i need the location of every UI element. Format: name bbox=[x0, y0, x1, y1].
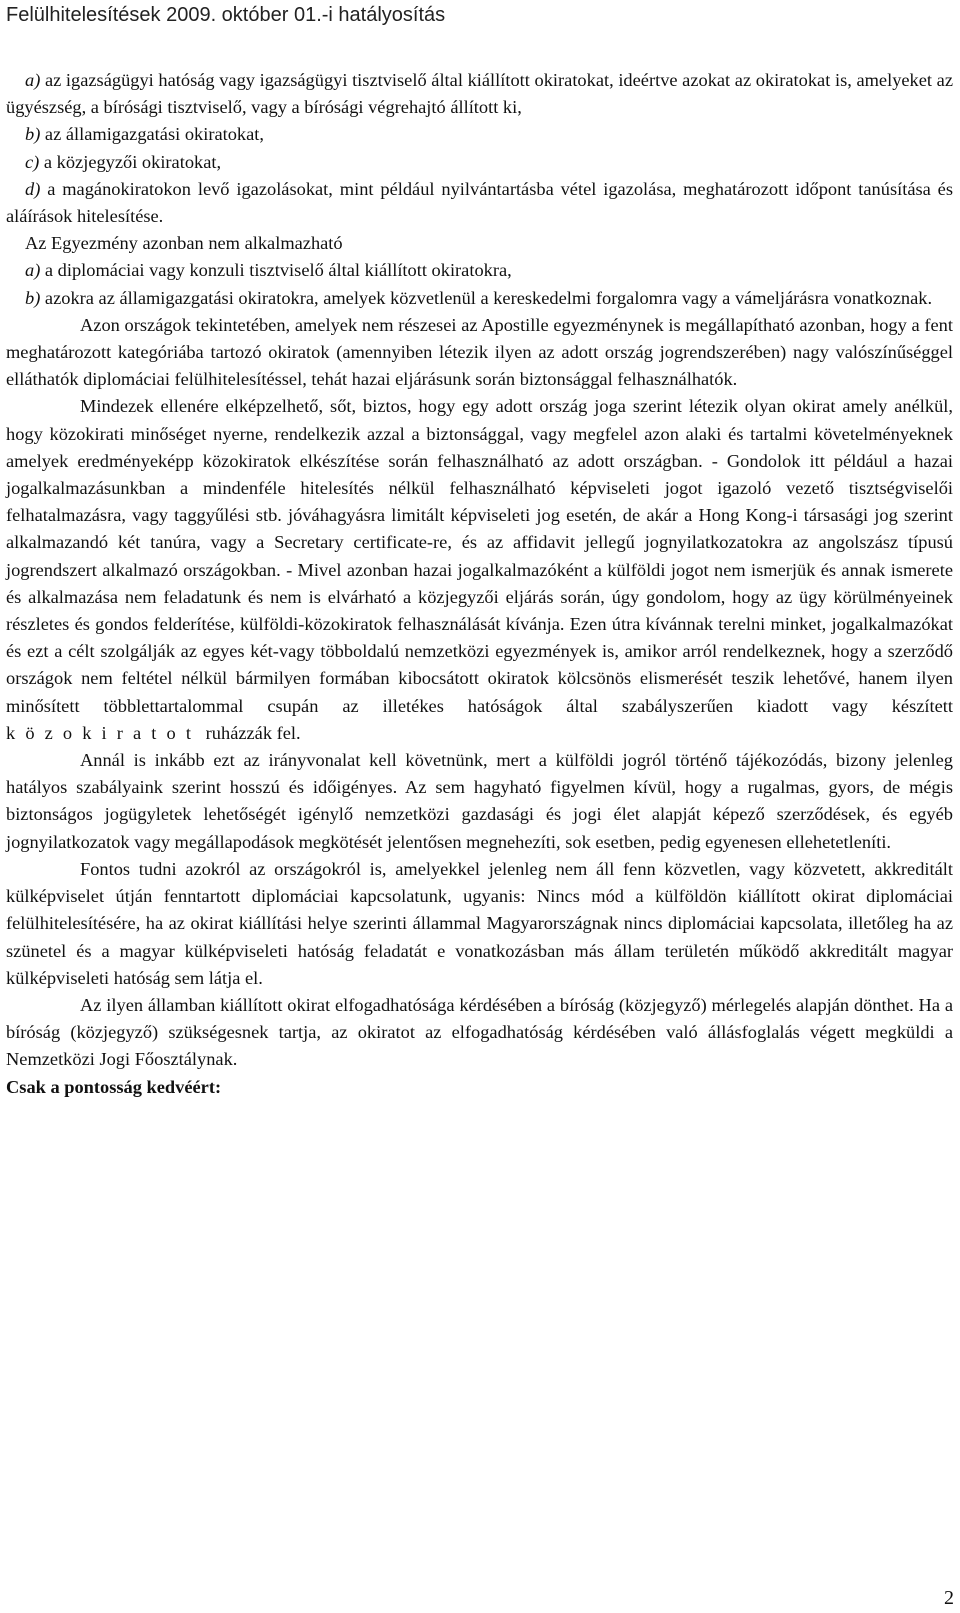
item-mark: b) bbox=[25, 124, 41, 145]
list-item bbox=[6, 285, 953, 312]
paragraph-apostille: Azon országok tekintetében, amelyek nem részesei az Apostille egyezménynek is megállapítható azonban, hogy a fent meghatározott kategóriába tartozó okiratok (amennyiben létezik ilyen az adott ország jogrendszerében) nagy valószínűséggel elláthatók diplomáciai felülhitelesítéssel, tehát hazai eljárásunk során biztonsággal felhasználhatók. bbox=[6, 314, 953, 390]
item-mark: d) bbox=[25, 178, 41, 199]
list-item bbox=[6, 67, 953, 121]
closing-heading: Csak a pontosság kedvéért: bbox=[6, 1076, 222, 1097]
item-text: az igazságügyi hatóság vagy igazságügyi tisztviselő által kiállított okiratokat, ideértve azokat az okiratokat is, amelyeket az ügyészség, a bírósági tisztviselő, vagy a bírósági végrehajtó állított ki, bbox=[6, 70, 953, 118]
paragraph-foreign-law: Annál is inkább ezt az irányvonalat kell követnünk, mert a külföldi jogról történő tájékozódás, bizony jelenleg hatályos szabályaink szerint hosszú és időigényes. Az sem hagyható figyelmen kívül, hogy a rugalmas, gyors, de mégis biztonságos jogügyletek lehetőségét igénylő nemzetközi gazdasági és jogi élet alapját képező szerződések, és egyéb jognyilatkozatok vagy megállapodások megkötését jelentősen megnehezíti, sok esetben, pedig egyenesen ellehetetleníti. bbox=[6, 750, 953, 852]
item-text: a diplomáciai vagy konzuli tisztviselő által kiállított okiratokra, bbox=[40, 260, 512, 281]
item-text: az államigazgatási okiratokat, bbox=[40, 124, 264, 145]
item-mark: a) bbox=[25, 260, 41, 281]
item-text: a magánokiratokon levő igazolásokat, mint például nyilvántartásba vétel igazolása, meghatározott időpont tanúsítása és aláírások hitelesítése. bbox=[6, 178, 953, 227]
list-item bbox=[6, 121, 953, 148]
paragraph-foreign-documents: Mindezek ellenére elképzelhető, sőt, biztos, hogy egy adott ország joga szerint létezik olyan okirat amely anélkül, hogy közokirati minőséget nyerne, rendelkezik azzal a biztonsággal, vagy megfelel azon alaki és tartalmi követelményeknek amelyek eredményeképp közokiratok elkészítése során felhasználható az adott országban. - Gondolok itt például a hazai jogalkalmazásunkban a mindenféle hitelesítés nélkül felhasználható képviseleti jogot igazoló vezető tisztségviselői felhatalmazásra, vagy taggyűlési stb. jóváhagyásra limitált képviseleti jog esetén, de akár a Hong Kong-i társasági jog szerint alkalmazandó két tanúra, vagy a Secretary certificate-re, és az affidavit jellegű jognyilatkozatokra az angolszász típusú jogrendszert alkalmazó országokban. - Mivel azonban hazai jogalkalmazóként a külföldi jogot nem ismerjük és annak ismerete és alkalmazása nem feladatunk és nem is elvárható a közjegyzői eljárás során, úgy gondolom, hogy az ügy körülményeinek részletes és gondos felderítése, külföldi-közokiratok felhasználását kívánja. Ezen útra kívánnak terelni minket, jogalkalmazókat és ezt a célt szolgálják az egyes két-vagy többoldalú nemzetközi egyezmények is, amikor arról rendelkeznek, hogy a szerződő országok nem feltétel nélkül bármilyen formában kibocsátott okiratok kölcsönös elismerését teszik lehetővé, hanem ilyen minősített többlettartalommal csupán az illetékes hatóságok által szabályszerűen kiadott vagy készített közokiratot ruházzák fel. bbox=[6, 396, 953, 743]
item-mark: c) bbox=[25, 151, 40, 172]
page-number: 2 bbox=[944, 1587, 954, 1609]
document-body bbox=[6, 67, 953, 1101]
list-item bbox=[6, 176, 953, 230]
paragraph-court-discretion: Az ilyen államban kiállított okirat elfogadhatósága kérdésében a bíróság (közjegyző) mérlegelés alapján dönthet. Ha a bíróság (közjegyző) szükségesnek tartja, az okiratot az elfogadhatóság kérdésében való állásfoglalás végett megküldi a Nemzetközi Jogi Főosztálynak. bbox=[6, 994, 953, 1070]
exception-intro: Az Egyezmény azonban nem alkalmazható bbox=[25, 233, 343, 254]
list-item bbox=[6, 149, 953, 176]
page-header: Felülhitelesítések 2009. október 01.-i hatályosítás bbox=[6, 4, 446, 26]
item-mark: b) bbox=[25, 287, 41, 308]
paragraph-no-diplomatic-relations: Fontos tudni azokról az országokról is, amelyekkel jelenleg nem áll fenn közvetlen, vagy közvetett, akkreditált külképviselet útján fenntartott diplomáciai kapcsolatunk, ugyanis: Nincs mód a külföldön kiállított okirat diplomáciai felülhitelesítésére, ha az okirat kiállítási helye szerinti állammal Magyarországnak nincs diplomáciai kapcsolata, illetőleg ha az szünetel és a magyar külképviseleti hatóság feladatát e vonatkozásban más állam területén működő akkreditált magyar külképviseleti hatóság sem látja el. bbox=[6, 858, 953, 988]
item-mark: a) bbox=[25, 70, 41, 90]
item-text: azokra az államigazgatási okiratokra, amelyek közvetlenül a kereskedelmi forgalomra vagy a vámeljárásra vonatkoznak. bbox=[40, 287, 933, 308]
list-item bbox=[6, 257, 953, 284]
spaced-term: közokiratot bbox=[6, 722, 202, 743]
item-text: a közjegyzői okiratokat, bbox=[39, 151, 222, 172]
